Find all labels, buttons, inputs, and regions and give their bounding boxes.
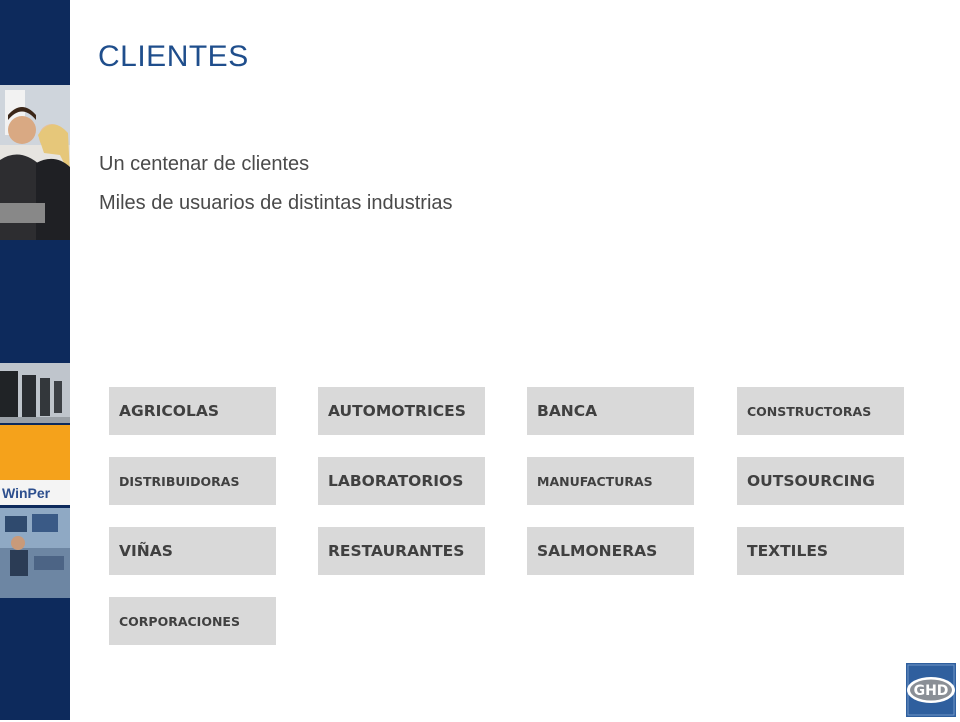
server-room-photo: [0, 363, 70, 423]
category-tile-salmoneras: SALMONERAS: [527, 527, 694, 575]
category-tile-outsourcing: OUTSOURCING: [737, 457, 904, 505]
winper-logo: [0, 425, 70, 505]
category-tile-restaurantes: RESTAURANTES: [318, 527, 485, 575]
category-tile-agricolas: AGRICOLAS: [109, 387, 276, 435]
category-tile-distribuidoras: DISTRIBUIDORAS: [109, 457, 276, 505]
category-tile-manufacturas: MANUFACTURAS: [527, 457, 694, 505]
ghd-logo: [906, 663, 956, 717]
svg-text:WinPer: WinPer: [2, 485, 51, 501]
category-tile-corporaciones: CORPORACIONES: [109, 597, 276, 645]
bullet-text: Un centenar de clientes: [99, 153, 310, 175]
category-tile-laboratorios: LABORATORIOS: [318, 457, 485, 505]
category-tile-banca: BANCA: [527, 387, 694, 435]
svg-text:GHD: GHD: [913, 683, 949, 699]
page-title: CLIENTES: [98, 40, 249, 73]
category-tile-constructoras: CONSTRUCTORAS: [737, 387, 904, 435]
category-tile-vinas: VIÑAS: [109, 527, 276, 575]
control-room-photo: [0, 508, 70, 598]
people-at-computer-photo: [0, 85, 70, 240]
bullet-text: Miles de usuarios de distintas industrias: [99, 192, 453, 214]
category-tile-automotrices: AUTOMOTRICES: [318, 387, 485, 435]
category-tile-textiles: TEXTILES: [737, 527, 904, 575]
